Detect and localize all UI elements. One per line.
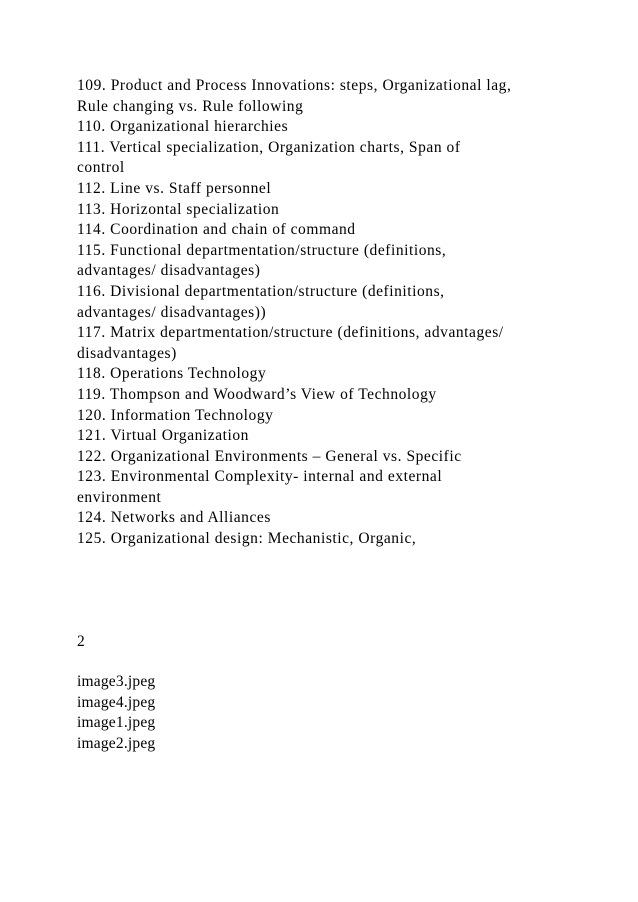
list-item: [77, 138, 597, 179]
list-item-line: 121. Virtual Organization: [77, 427, 249, 445]
list-item: [77, 508, 597, 529]
list-item: [77, 200, 597, 221]
list-item-line: 118. Operations Technology: [77, 365, 267, 383]
list-item: [77, 364, 597, 385]
list-item-line: 113. Horizontal specialization: [77, 200, 280, 218]
list-item-line: 122. Organizational Environments – General vs. Specific: [77, 447, 462, 465]
list-item-line: control: [77, 159, 125, 177]
file-name: image2.jpeg: [77, 735, 156, 753]
list-item-line: disadvantages): [77, 344, 177, 362]
page-number: 2: [77, 632, 86, 650]
list-item-line: 111. Vertical specialization, Organization charts, Span of: [77, 138, 461, 156]
file-name: image1.jpeg: [77, 714, 156, 732]
list-item-line: 112. Line vs. Staff personnel: [77, 179, 272, 197]
list-item-line: 119. Thompson and Woodward’s View of Technology: [77, 385, 437, 403]
list-item-line: environment: [77, 488, 162, 506]
list-item-line: 117. Matrix departmentation/structure (definitions, advantages/: [77, 324, 504, 342]
list-item-line: Rule changing vs. Rule following: [77, 97, 304, 115]
list-item-line: 125. Organizational design: Mechanistic, Organic,: [77, 530, 417, 548]
list-item: [77, 179, 597, 200]
list-item: [77, 76, 597, 117]
list-item: [77, 426, 597, 447]
list-item-line: 116. Divisional departmentation/structure (definitions,: [77, 282, 445, 300]
list-item: [77, 117, 597, 138]
list-item-line: advantages/ disadvantages): [77, 262, 261, 280]
list-item-line: 115. Functional departmentation/structure (definitions,: [77, 241, 447, 259]
list-item: [77, 529, 597, 550]
vertical-spacer: [77, 550, 597, 632]
list-item: [77, 220, 597, 241]
list-item: [77, 467, 597, 508]
list-item: [77, 241, 597, 282]
list-item: [77, 282, 597, 323]
vertical-spacer: [77, 652, 597, 672]
list-item-line: advantages/ disadvantages)): [77, 303, 267, 321]
list-item-line: 114. Coordination and chain of command: [77, 221, 356, 239]
list-item-line: 124. Networks and Alliances: [77, 509, 271, 527]
list-item: [77, 323, 597, 364]
list-item: [77, 385, 597, 406]
document-content: [77, 76, 597, 755]
list-item-line: 109. Product and Process Innovations: steps, Organizational lag,: [77, 77, 512, 94]
file-list: [77, 672, 597, 754]
list-item-line: 120. Information Technology: [77, 406, 274, 424]
list-item: [77, 447, 597, 468]
list-item: [77, 406, 597, 427]
list-item-line: 110. Organizational hierarchies: [77, 118, 289, 136]
file-name: image3.jpeg: [77, 673, 156, 691]
list-item-line: 123. Environmental Complexity- internal and external: [77, 468, 443, 486]
file-name: image4.jpeg: [77, 693, 156, 711]
